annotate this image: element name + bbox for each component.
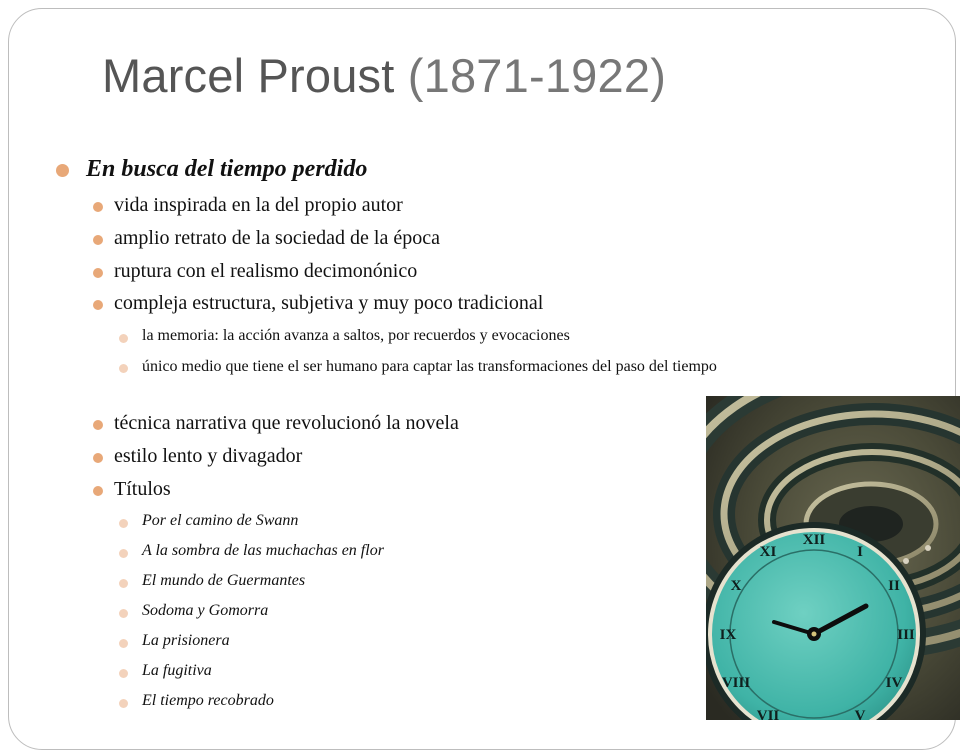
list-item: amplio retrato de la sociedad de la época <box>114 227 440 249</box>
clock-numeral: IV <box>885 675 903 691</box>
bullet-dot <box>93 300 103 310</box>
list-item: único medio que tiene el ser humano para captar las transformaciones del paso del tiempo <box>142 358 717 375</box>
bullet-dot <box>119 579 128 588</box>
list-item: Títulos <box>114 478 171 500</box>
bullet-dot <box>119 609 128 618</box>
clock-numeral: VII <box>756 708 780 720</box>
list-item: compleja estructura, subjetiva y muy poco tradicional <box>114 292 544 314</box>
bullet-dot <box>119 334 128 343</box>
bullet-dot <box>119 549 128 558</box>
bullet-dot <box>119 699 128 708</box>
title-name: Marcel Proust <box>102 49 408 102</box>
clock-numeral: I <box>857 544 863 560</box>
bullet-dot <box>119 669 128 678</box>
bullet-dot <box>119 364 128 373</box>
clock-numeral: VIII <box>721 675 751 691</box>
book-title: El mundo de Guermantes <box>142 572 306 589</box>
list-item: la memoria: la acción avanza a saltos, por recuerdos y evocaciones <box>142 327 570 344</box>
bullet-dot <box>93 235 103 245</box>
book-title: La fugitiva <box>142 662 212 679</box>
title-years: (1871-1922) <box>407 49 667 102</box>
book-title: Sodoma y Gomorra <box>142 602 269 619</box>
list-item: ruptura con el realismo decimonónico <box>114 260 418 282</box>
clock-numeral: XI <box>759 544 777 560</box>
bullet-dot <box>93 453 103 463</box>
book-title: A la sombra de las muchachas en flor <box>142 542 384 559</box>
bullet-dot <box>93 486 103 496</box>
clock-numeral: II <box>888 578 900 594</box>
clock-numeral: III <box>897 627 915 643</box>
clock-numeral: XII <box>802 532 826 548</box>
bullet-dot <box>93 420 103 430</box>
list-item: técnica narrativa que revolucionó la novela <box>114 412 459 434</box>
list-item: estilo lento y divagador <box>114 445 303 467</box>
book-title: El tiempo recobrado <box>142 692 274 709</box>
bullet-dot <box>119 639 128 648</box>
clock-numeral: IX <box>719 627 737 643</box>
book-title: Por el camino de Swann <box>142 512 299 529</box>
bullet-dot <box>56 164 69 177</box>
list-item: vida inspirada en la del propio autor <box>114 194 403 216</box>
bullet-dot <box>119 519 128 528</box>
staircase-clock-illustration <box>706 396 960 720</box>
book-title: La prisionera <box>142 632 230 649</box>
bullet-dot <box>93 268 103 278</box>
work-heading: En busca del tiempo perdido <box>86 156 368 182</box>
clock-numeral: X <box>730 578 742 594</box>
staircase-clock-photo <box>706 396 960 720</box>
bullet-dot <box>93 202 103 212</box>
clock-numeral: V <box>854 708 866 720</box>
